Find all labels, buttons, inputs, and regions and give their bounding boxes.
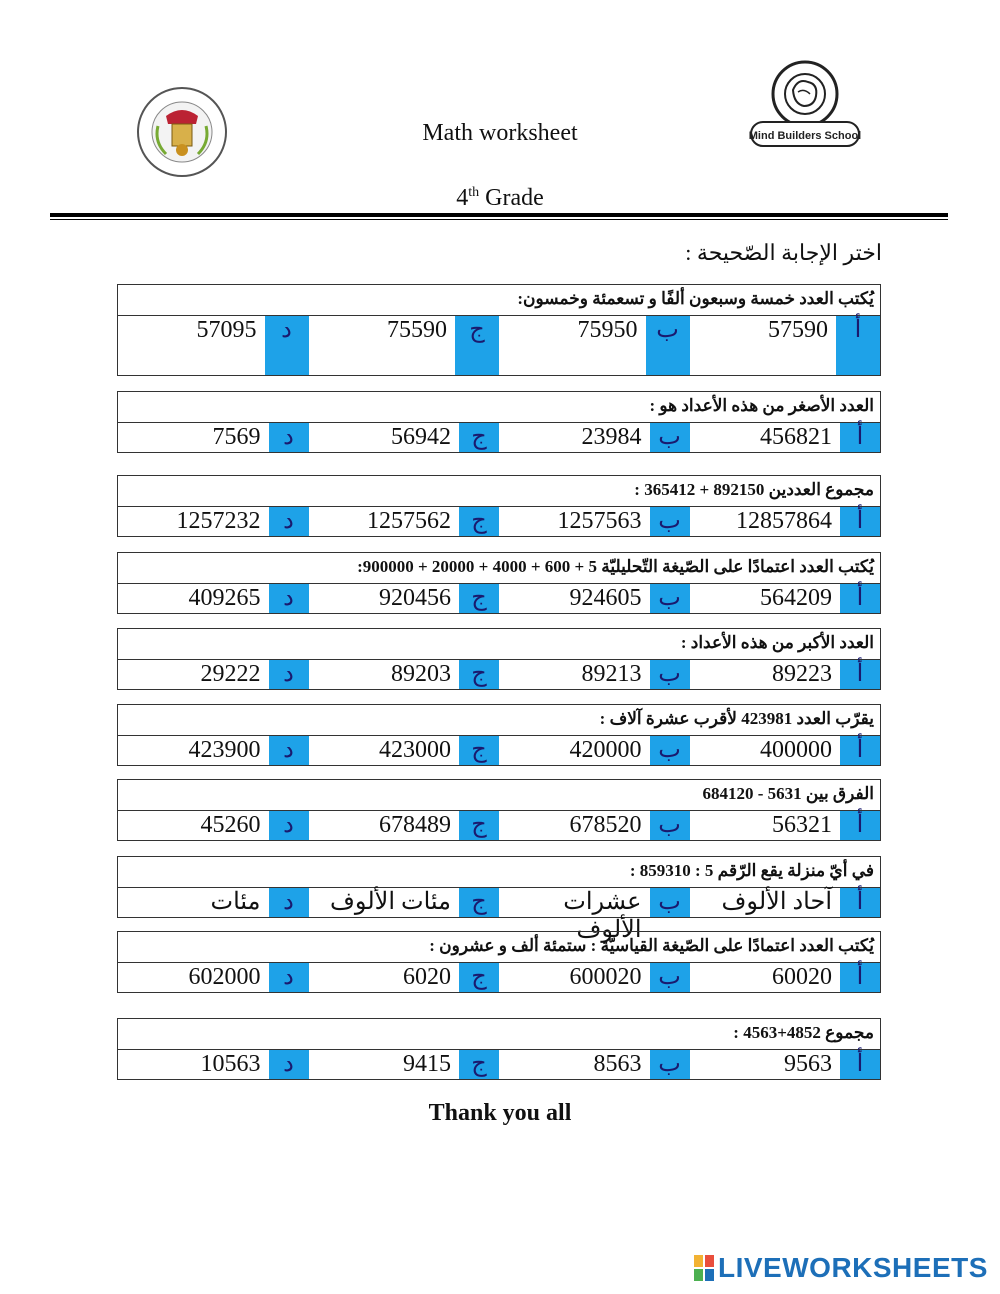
option-answer[interactable]: 1257562 bbox=[367, 508, 451, 534]
option-answer[interactable]: 409265 bbox=[188, 585, 261, 611]
option-letter[interactable]: د bbox=[269, 1050, 309, 1079]
question-block bbox=[117, 391, 881, 453]
question-prompt: يُكتب العدد خمسة وسبعون ألفًا و تسعمئة وخمسون: bbox=[117, 284, 881, 316]
option-letter[interactable]: أ bbox=[840, 1050, 880, 1079]
option-answer[interactable]: 29222 bbox=[200, 661, 261, 687]
option-answer[interactable]: عشرات الألوف bbox=[563, 889, 642, 943]
options-row bbox=[117, 811, 881, 841]
option-answer[interactable]: 7569 bbox=[212, 424, 261, 450]
option-letter[interactable]: ج bbox=[459, 660, 499, 689]
option-answer[interactable]: 60020 bbox=[772, 964, 832, 990]
question-block bbox=[117, 704, 881, 766]
option-answer[interactable]: 678520 bbox=[569, 812, 642, 838]
grade-word: Grade bbox=[485, 185, 544, 211]
option-answer[interactable]: 57095 bbox=[196, 317, 257, 343]
option-answer[interactable]: 45260 bbox=[200, 812, 261, 838]
question-block bbox=[117, 628, 881, 690]
options-row bbox=[117, 423, 881, 453]
option-answer[interactable]: 56321 bbox=[772, 812, 832, 838]
question-prompt: يُكتب العدد اعتمادًا على الصّيغة القياسيّة : ستمئة ألف و عشرون : bbox=[117, 931, 881, 963]
options-row bbox=[117, 316, 881, 376]
option-letter[interactable]: أ bbox=[840, 888, 880, 917]
option-answer[interactable]: 400000 bbox=[760, 737, 832, 763]
option-answer[interactable]: 9563 bbox=[784, 1051, 832, 1077]
option-letter[interactable]: ج bbox=[459, 507, 499, 536]
option-answer[interactable]: 75590 bbox=[387, 317, 447, 343]
option-letter[interactable]: أ bbox=[840, 423, 880, 452]
option-letter[interactable]: ج bbox=[459, 736, 499, 765]
question-prompt: في أيّ منزلة يقع الرّقم 5 : 859310 : bbox=[117, 856, 881, 888]
option-answer[interactable]: 89223 bbox=[772, 661, 832, 687]
option-answer[interactable]: 600020 bbox=[569, 964, 642, 990]
header-divider-thick bbox=[50, 213, 948, 217]
option-answer[interactable]: 602000 bbox=[188, 964, 261, 990]
option-letter[interactable]: د bbox=[269, 507, 309, 536]
option-answer[interactable]: 1257563 bbox=[557, 508, 642, 534]
option-letter[interactable]: ج bbox=[459, 584, 499, 613]
option-letter[interactable]: ب bbox=[650, 584, 690, 613]
option-answer[interactable]: 89213 bbox=[581, 661, 642, 687]
option-letter[interactable]: ب bbox=[650, 1050, 690, 1079]
option-answer[interactable]: 9415 bbox=[403, 1051, 451, 1077]
question-block bbox=[117, 284, 881, 376]
options-row bbox=[117, 584, 881, 614]
option-answer[interactable]: 23984 bbox=[581, 424, 642, 450]
question-block bbox=[117, 475, 881, 537]
options-row bbox=[117, 660, 881, 690]
option-letter[interactable]: د bbox=[265, 316, 309, 375]
options-row bbox=[117, 888, 881, 943]
option-letter[interactable]: ب bbox=[650, 736, 690, 765]
option-answer[interactable]: 420000 bbox=[569, 737, 642, 763]
option-letter[interactable]: ج bbox=[455, 316, 499, 375]
option-letter[interactable]: د bbox=[269, 660, 309, 689]
question-prompt: العدد الأصغر من هذه الأعداد هو : bbox=[117, 391, 881, 423]
option-letter[interactable]: ب bbox=[646, 316, 690, 375]
question-prompt: الفرق بين 5631 - 684120 bbox=[117, 779, 881, 811]
option-letter[interactable]: د bbox=[269, 423, 309, 452]
option-answer[interactable]: آحاد الألوف bbox=[721, 889, 832, 915]
option-answer[interactable]: 57590 bbox=[768, 317, 828, 343]
option-letter[interactable]: ج bbox=[459, 888, 499, 917]
option-answer[interactable]: 12857864 bbox=[736, 508, 832, 534]
option-letter[interactable]: أ bbox=[840, 660, 880, 689]
option-letter[interactable]: ب bbox=[650, 423, 690, 452]
option-answer[interactable]: 423900 bbox=[188, 737, 261, 763]
option-letter[interactable]: ج bbox=[459, 963, 499, 992]
instruction-text: اختر الإجابة الصّحيحة : bbox=[685, 240, 882, 265]
option-answer[interactable]: 75950 bbox=[577, 317, 638, 343]
option-letter[interactable]: د bbox=[269, 963, 309, 992]
option-letter[interactable]: د bbox=[269, 584, 309, 613]
option-answer[interactable]: 1257232 bbox=[176, 508, 261, 534]
page-title: Math worksheet bbox=[422, 120, 578, 146]
option-letter[interactable]: ب bbox=[650, 963, 690, 992]
options-row bbox=[117, 963, 881, 993]
option-letter[interactable]: أ bbox=[840, 963, 880, 992]
options-row bbox=[117, 507, 881, 537]
header-divider-thin bbox=[50, 219, 948, 220]
option-letter[interactable]: ج bbox=[459, 423, 499, 452]
question-prompt: مجموع 4852+4563 : bbox=[117, 1018, 881, 1050]
question-block bbox=[117, 931, 881, 993]
option-letter[interactable]: ب bbox=[650, 888, 690, 917]
question-prompt: مجموع العددين 892150 + 365412 : bbox=[117, 475, 881, 507]
option-letter[interactable]: أ bbox=[840, 811, 880, 840]
option-answer[interactable]: 89203 bbox=[391, 661, 451, 687]
school-logo-text: Mind Builders School bbox=[748, 130, 862, 142]
option-letter[interactable]: د bbox=[269, 736, 309, 765]
option-letter[interactable]: د bbox=[269, 811, 309, 840]
option-letter[interactable]: د bbox=[269, 888, 309, 917]
liveworksheets-logo-icon bbox=[694, 1255, 714, 1281]
liveworksheets-wordmark: LIVEWORKSHEETS bbox=[718, 1252, 988, 1283]
grade-label bbox=[0, 185, 1000, 212]
option-answer[interactable]: مئات bbox=[210, 889, 261, 915]
option-answer[interactable]: 920456 bbox=[379, 585, 451, 611]
option-letter[interactable]: ج bbox=[459, 811, 499, 840]
option-answer[interactable]: 678489 bbox=[379, 812, 451, 838]
grade-suffix: th bbox=[468, 185, 480, 200]
option-letter[interactable]: أ bbox=[840, 507, 880, 536]
option-answer[interactable]: 456821 bbox=[760, 424, 832, 450]
option-letter[interactable]: ب bbox=[650, 811, 690, 840]
question-prompt: يُكتب العدد اعتمادًا على الصّيغة التّحليليّة 5 + 600 + 4000 + 20000 + 900000: bbox=[117, 552, 881, 584]
option-letter[interactable]: أ bbox=[840, 584, 880, 613]
option-answer[interactable]: 10563 bbox=[200, 1051, 261, 1077]
option-answer[interactable]: 56942 bbox=[391, 424, 451, 450]
option-letter[interactable]: أ bbox=[840, 736, 880, 765]
question-block bbox=[117, 552, 881, 614]
question-block bbox=[117, 856, 881, 943]
option-letter[interactable]: ب bbox=[650, 660, 690, 689]
grade-number: 4 bbox=[456, 185, 469, 211]
option-answer[interactable]: 8563 bbox=[593, 1051, 642, 1077]
question-block bbox=[117, 1018, 881, 1080]
option-answer[interactable]: 6020 bbox=[403, 964, 451, 990]
options-row bbox=[117, 736, 881, 766]
option-letter[interactable]: ب bbox=[650, 507, 690, 536]
option-answer[interactable]: 924605 bbox=[569, 585, 642, 611]
options-row bbox=[117, 1050, 881, 1080]
question-prompt: العدد الأكبر من هذه الأعداد : bbox=[117, 628, 881, 660]
question-prompt: يقرّب العدد 423981 لأقرب عشرة آلاف : bbox=[117, 704, 881, 736]
option-answer[interactable]: 423000 bbox=[379, 737, 451, 763]
option-letter[interactable]: ج bbox=[459, 1050, 499, 1079]
question-block bbox=[117, 779, 881, 841]
option-letter[interactable]: أ bbox=[836, 316, 880, 375]
thanks-text: Thank you all bbox=[428, 1100, 572, 1126]
option-answer[interactable]: 564209 bbox=[760, 585, 832, 611]
option-answer[interactable]: مئات الألوف bbox=[330, 889, 451, 915]
liveworksheets-brand bbox=[694, 1250, 988, 1286]
